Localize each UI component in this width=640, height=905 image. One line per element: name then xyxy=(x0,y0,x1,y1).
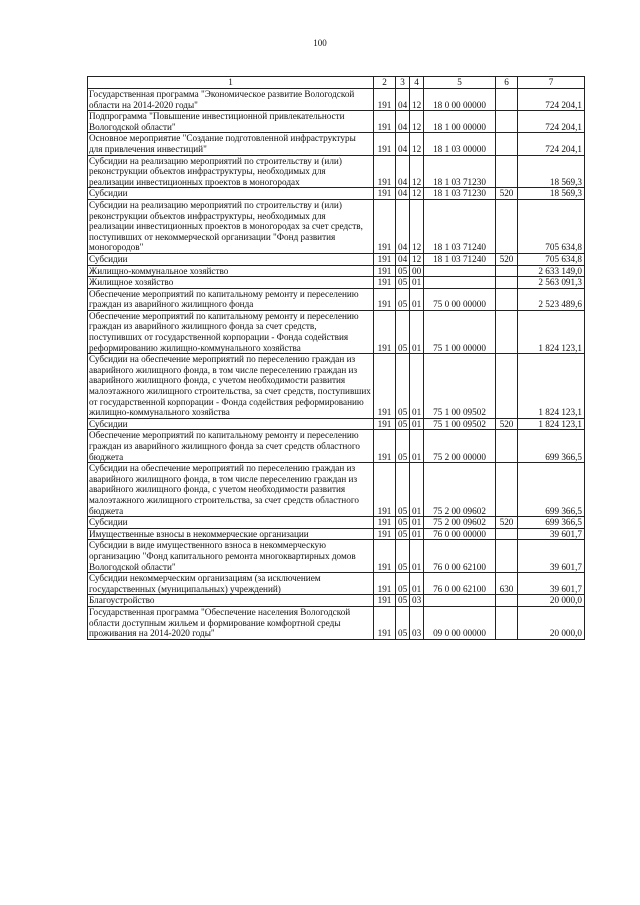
expense-type-cell: 630 xyxy=(496,573,518,595)
section-code-cell: 05 xyxy=(396,277,410,289)
target-article-cell: 75 0 00 00000 xyxy=(424,288,496,310)
section-code-cell: 04 xyxy=(396,199,410,253)
grbs-code-cell: 191 xyxy=(374,188,396,200)
section-code-cell: 05 xyxy=(396,418,410,430)
subsection-code-cell: 00 xyxy=(410,265,424,277)
table-row xyxy=(88,288,585,310)
table-row xyxy=(88,573,585,595)
table-row xyxy=(88,354,585,419)
row-name-cell: Субсидии некоммерческим организациям (за исключением государственных (муниципальных) учреждений) xyxy=(88,573,374,595)
section-code-cell: 05 xyxy=(396,540,410,573)
grbs-code-cell: 191 xyxy=(374,354,396,419)
subsection-code-cell: 01 xyxy=(410,540,424,573)
subsection-code-cell: 12 xyxy=(410,188,424,200)
amount-cell: 20 000,0 xyxy=(518,595,585,607)
row-name-cell: Основное мероприятие "Создание подготовленной инфраструктуры для привлечения инвестиций" xyxy=(88,133,374,155)
expense-type-cell xyxy=(496,265,518,277)
subsection-code-cell: 12 xyxy=(410,253,424,265)
subsection-code-cell: 12 xyxy=(410,89,424,111)
row-name-cell: Субсидии на реализацию мероприятий по строительству и (или) реконструкции объектов инфраструктуры, необходимых для реализации инвестиционных проектов в моногородах за счет средств, поступивших от некоммерческой организации "Фонд развития моногородов" xyxy=(88,199,374,253)
grbs-code-cell: 191 xyxy=(374,111,396,133)
table-row xyxy=(88,463,585,517)
table-row xyxy=(88,528,585,540)
table-row xyxy=(88,517,585,529)
expense-type-cell xyxy=(496,288,518,310)
subsection-code-cell: 03 xyxy=(410,606,424,639)
row-name-cell: Субсидии xyxy=(88,253,374,265)
header-cell: 4 xyxy=(410,77,424,89)
amount-cell: 2 563 091,3 xyxy=(518,277,585,289)
page-number: 100 xyxy=(313,38,327,48)
expense-type-cell xyxy=(496,310,518,353)
table-row xyxy=(88,277,585,289)
section-code-cell: 05 xyxy=(396,517,410,529)
section-code-cell: 05 xyxy=(396,288,410,310)
header-cell: 7 xyxy=(518,77,585,89)
row-name-cell: Субсидии xyxy=(88,188,374,200)
row-name-cell: Государственная программа "Обеспечение населения Вологодской области доступным жильем и формирование комфортной среды проживания на 2014-2020 годы" xyxy=(88,606,374,639)
section-code-cell: 05 xyxy=(396,606,410,639)
expense-type-cell xyxy=(496,354,518,419)
section-code-cell: 05 xyxy=(396,573,410,595)
amount-cell: 699 366,5 xyxy=(518,463,585,517)
section-code-cell: 04 xyxy=(396,133,410,155)
row-name-cell: Субсидии на обеспечение мероприятий по переселению граждан из аварийного жилищного фонда, в том числе переселению граждан из аварийного жилищного фонда, с учетом необходимости развития малоэтажного жилищного строительства, за счет средств, поступивших от государственной корпорации - Фонда содействия реформированию жилищно-коммунального хозяйства xyxy=(88,354,374,419)
section-code-cell: 05 xyxy=(396,265,410,277)
row-name-cell: Субсидии в виде имущественного взноса в некоммерческую организацию "Фонд капитального ремонта многоквартирных домов Вологодской области" xyxy=(88,540,374,573)
amount-cell: 724 204,1 xyxy=(518,111,585,133)
section-code-cell: 04 xyxy=(396,155,410,188)
table-row xyxy=(88,418,585,430)
section-code-cell: 04 xyxy=(396,188,410,200)
subsection-code-cell: 03 xyxy=(410,595,424,607)
expense-type-cell xyxy=(496,199,518,253)
target-article-cell: 75 2 00 09602 xyxy=(424,463,496,517)
subsection-code-cell: 01 xyxy=(410,573,424,595)
grbs-code-cell: 191 xyxy=(374,430,396,463)
target-article-cell: 18 1 03 71240 xyxy=(424,253,496,265)
header-cell: 6 xyxy=(496,77,518,89)
amount-cell: 1 824 123,1 xyxy=(518,310,585,353)
subsection-code-cell: 12 xyxy=(410,199,424,253)
section-code-cell: 04 xyxy=(396,253,410,265)
subsection-code-cell: 12 xyxy=(410,155,424,188)
grbs-code-cell: 191 xyxy=(374,540,396,573)
amount-cell: 1 824 123,1 xyxy=(518,418,585,430)
grbs-code-cell: 191 xyxy=(374,606,396,639)
grbs-code-cell: 191 xyxy=(374,463,396,517)
subsection-code-cell: 01 xyxy=(410,528,424,540)
amount-cell: 724 204,1 xyxy=(518,133,585,155)
expense-type-cell: 520 xyxy=(496,188,518,200)
target-article-cell: 18 1 03 00000 xyxy=(424,133,496,155)
expense-type-cell xyxy=(496,463,518,517)
amount-cell: 39 601,7 xyxy=(518,540,585,573)
section-code-cell: 05 xyxy=(396,463,410,517)
amount-cell: 39 601,7 xyxy=(518,573,585,595)
expense-type-cell xyxy=(496,430,518,463)
row-name-cell: Субсидии на обеспечение мероприятий по переселению граждан из аварийного жилищного фонда, в том числе переселению граждан из аварийного жилищного фонда, с учетом необходимости развития малоэтажного жилищного строительства, за счет средств областного бюджета xyxy=(88,463,374,517)
section-code-cell: 05 xyxy=(396,354,410,419)
amount-cell: 724 204,1 xyxy=(518,89,585,111)
expense-type-cell xyxy=(496,277,518,289)
target-article-cell: 09 0 00 00000 xyxy=(424,606,496,639)
row-name-cell: Обеспечение мероприятий по капитальному ремонту и переселению граждан из аварийного жилищного фонда за счет средств областного бюджета xyxy=(88,430,374,463)
section-code-cell: 04 xyxy=(396,111,410,133)
subsection-code-cell: 12 xyxy=(410,111,424,133)
amount-cell: 1 824 123,1 xyxy=(518,354,585,419)
target-article-cell: 75 1 00 00000 xyxy=(424,310,496,353)
header-cell: 2 xyxy=(374,77,396,89)
target-article-cell: 18 1 00 00000 xyxy=(424,111,496,133)
grbs-code-cell: 191 xyxy=(374,133,396,155)
section-code-cell: 05 xyxy=(396,430,410,463)
grbs-code-cell: 191 xyxy=(374,253,396,265)
table-row xyxy=(88,253,585,265)
grbs-code-cell: 191 xyxy=(374,199,396,253)
target-article-cell: 75 2 00 00000 xyxy=(424,430,496,463)
subsection-code-cell: 01 xyxy=(410,310,424,353)
table-row xyxy=(88,133,585,155)
expense-type-cell xyxy=(496,89,518,111)
row-name-cell: Благоустройство xyxy=(88,595,374,607)
subsection-code-cell: 01 xyxy=(410,418,424,430)
table-row xyxy=(88,188,585,200)
row-name-cell: Государственная программа "Экономическое развитие Вологодской области на 2014-2020 годы" xyxy=(88,89,374,111)
target-article-cell xyxy=(424,277,496,289)
amount-cell: 18 569,3 xyxy=(518,155,585,188)
row-name-cell: Субсидии xyxy=(88,517,374,529)
expense-type-cell: 520 xyxy=(496,253,518,265)
row-name-cell: Жилищно-коммунальное хозяйство xyxy=(88,265,374,277)
expense-type-cell xyxy=(496,155,518,188)
target-article-cell: 18 1 03 71230 xyxy=(424,155,496,188)
expense-type-cell xyxy=(496,540,518,573)
expense-type-cell xyxy=(496,133,518,155)
grbs-code-cell: 191 xyxy=(374,265,396,277)
subsection-code-cell: 01 xyxy=(410,463,424,517)
amount-cell: 705 634,8 xyxy=(518,253,585,265)
section-code-cell: 05 xyxy=(396,595,410,607)
subsection-code-cell: 01 xyxy=(410,517,424,529)
subsection-code-cell: 01 xyxy=(410,354,424,419)
target-article-cell: 76 0 00 00000 xyxy=(424,528,496,540)
row-name-cell: Жилищное хозяйство xyxy=(88,277,374,289)
header-cell: 5 xyxy=(424,77,496,89)
target-article-cell: 18 0 00 00000 xyxy=(424,89,496,111)
row-name-cell: Подпрограмма "Повышение инвестиционной привлекательности Вологодской области" xyxy=(88,111,374,133)
target-article-cell: 76 0 00 62100 xyxy=(424,573,496,595)
expense-type-cell: 520 xyxy=(496,517,518,529)
table-row xyxy=(88,111,585,133)
subsection-code-cell: 01 xyxy=(410,277,424,289)
subsection-code-cell: 01 xyxy=(410,288,424,310)
target-article-cell xyxy=(424,265,496,277)
target-article-cell xyxy=(424,595,496,607)
grbs-code-cell: 191 xyxy=(374,418,396,430)
row-name-cell: Субсидии xyxy=(88,418,374,430)
budget-table xyxy=(87,76,585,640)
table-row xyxy=(88,199,585,253)
grbs-code-cell: 191 xyxy=(374,155,396,188)
target-article-cell: 75 2 00 09602 xyxy=(424,517,496,529)
grbs-code-cell: 191 xyxy=(374,573,396,595)
section-code-cell: 05 xyxy=(396,310,410,353)
section-code-cell: 05 xyxy=(396,528,410,540)
grbs-code-cell: 191 xyxy=(374,310,396,353)
amount-cell: 705 634,8 xyxy=(518,199,585,253)
row-name-cell: Обеспечение мероприятий по капитальному ремонту и переселению граждан из аварийного жилищного фонда за счет средств, поступивших от государственной корпорации - Фонда содействия реформированию жилищно-коммунального хозяйства xyxy=(88,310,374,353)
row-name-cell: Обеспечение мероприятий по капитальному ремонту и переселению граждан из аварийного жилищного фонда xyxy=(88,288,374,310)
grbs-code-cell: 191 xyxy=(374,528,396,540)
grbs-code-cell: 191 xyxy=(374,277,396,289)
table-row xyxy=(88,595,585,607)
target-article-cell: 18 1 03 71240 xyxy=(424,199,496,253)
subsection-code-cell: 01 xyxy=(410,430,424,463)
expense-type-cell xyxy=(496,606,518,639)
row-name-cell: Имущественные взносы в некоммерческие организации xyxy=(88,528,374,540)
table-row xyxy=(88,606,585,639)
target-article-cell: 75 1 00 09502 xyxy=(424,354,496,419)
target-article-cell: 18 1 03 71230 xyxy=(424,188,496,200)
table-row xyxy=(88,155,585,188)
grbs-code-cell: 191 xyxy=(374,517,396,529)
grbs-code-cell: 191 xyxy=(374,89,396,111)
table-row xyxy=(88,540,585,573)
row-name-cell: Субсидии на реализацию мероприятий по строительству и (или) реконструкции объектов инфраструктуры, необходимых для реализации инвестиционных проектов в моногородах xyxy=(88,155,374,188)
table-header-row xyxy=(88,77,585,89)
expense-type-cell: 520 xyxy=(496,418,518,430)
amount-cell: 2 523 489,6 xyxy=(518,288,585,310)
amount-cell: 18 569,3 xyxy=(518,188,585,200)
header-cell: 1 xyxy=(88,77,374,89)
target-article-cell: 75 1 00 09502 xyxy=(424,418,496,430)
table-row xyxy=(88,430,585,463)
expense-type-cell xyxy=(496,111,518,133)
subsection-code-cell: 12 xyxy=(410,133,424,155)
amount-cell: 699 366,5 xyxy=(518,430,585,463)
expense-type-cell xyxy=(496,528,518,540)
section-code-cell: 04 xyxy=(396,89,410,111)
amount-cell: 699 366,5 xyxy=(518,517,585,529)
grbs-code-cell: 191 xyxy=(374,595,396,607)
grbs-code-cell: 191 xyxy=(374,288,396,310)
amount-cell: 39 601,7 xyxy=(518,528,585,540)
table-row xyxy=(88,265,585,277)
amount-cell: 2 633 149,0 xyxy=(518,265,585,277)
header-cell: 3 xyxy=(396,77,410,89)
target-article-cell: 76 0 00 62100 xyxy=(424,540,496,573)
table-row xyxy=(88,310,585,353)
amount-cell: 20 000,0 xyxy=(518,606,585,639)
expense-type-cell xyxy=(496,595,518,607)
table-row xyxy=(88,89,585,111)
